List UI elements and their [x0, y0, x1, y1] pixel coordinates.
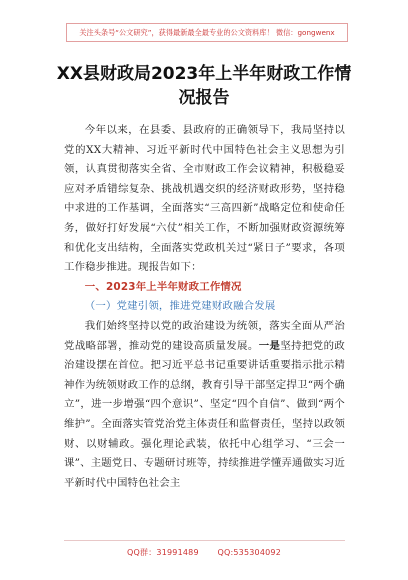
body-paragraph	[64, 317, 345, 493]
subsection-heading: （一）党建引领，推进党建财政融合发展	[84, 300, 276, 313]
intro-paragraph: 今年以来，在县委、县政府的正确领导下，我局坚持以党的XX大精神、习近平新时代中国特色社会主义思想为引领，认真贯彻落实全省、全市财政工作会议精神，积极稳妥应对矛盾错综复杂、挑战机遇交织的经济财政形势，坚持稳中求进的工作基调，全面落实“三高四新”战略定位和使命任务，做好打好发展“六仗”相关工作，不断加强财政资源统筹和优化支出结构，全面落实党政机关过“紧日子”要求，各项工作稳步推进。现报告如下：	[64, 124, 345, 274]
section-heading: 一、2023年上半年财政工作情况	[84, 280, 242, 293]
document-title: XX县财政局2023年上半年财政工作情况报告	[56, 64, 352, 108]
document-body	[64, 121, 345, 493]
paragraph-text: 坚持把党的政治建设摆在首位。把习近平总书记重要讲话重要指示批示精神作为统领财政工作的总纲，教育引导干部坚定捍卫“两个确立”，进一步增强“四个意识”、坚定“四个自信”、做到“两个维护”。全面落实管党治党主体责任和监督责任，坚持以政领财、以财辅政。强化理论武装，依托中心组学习、“三会一课”、主题党日、专题研讨班等，持续推进学懂弄通做实习近平新时代中国特色社会主	[64, 339, 345, 489]
paragraph-text: 我们始终坚持以党的政治建设为统领，落实全面从严治党战略部署，推动党的建设高质量发展。	[64, 319, 345, 352]
footer-divider	[64, 540, 345, 541]
footer	[0, 547, 408, 558]
qq-group-text: QQ群：31991489	[127, 548, 199, 557]
emphasis-text: 一是	[258, 339, 281, 352]
promo-banner: 关注头条号“公文研究”，获得最新最全最专业的公文资料库！ 微信：gongwenx	[66, 23, 348, 42]
qq-number-text: QQ:535304092	[217, 548, 281, 557]
